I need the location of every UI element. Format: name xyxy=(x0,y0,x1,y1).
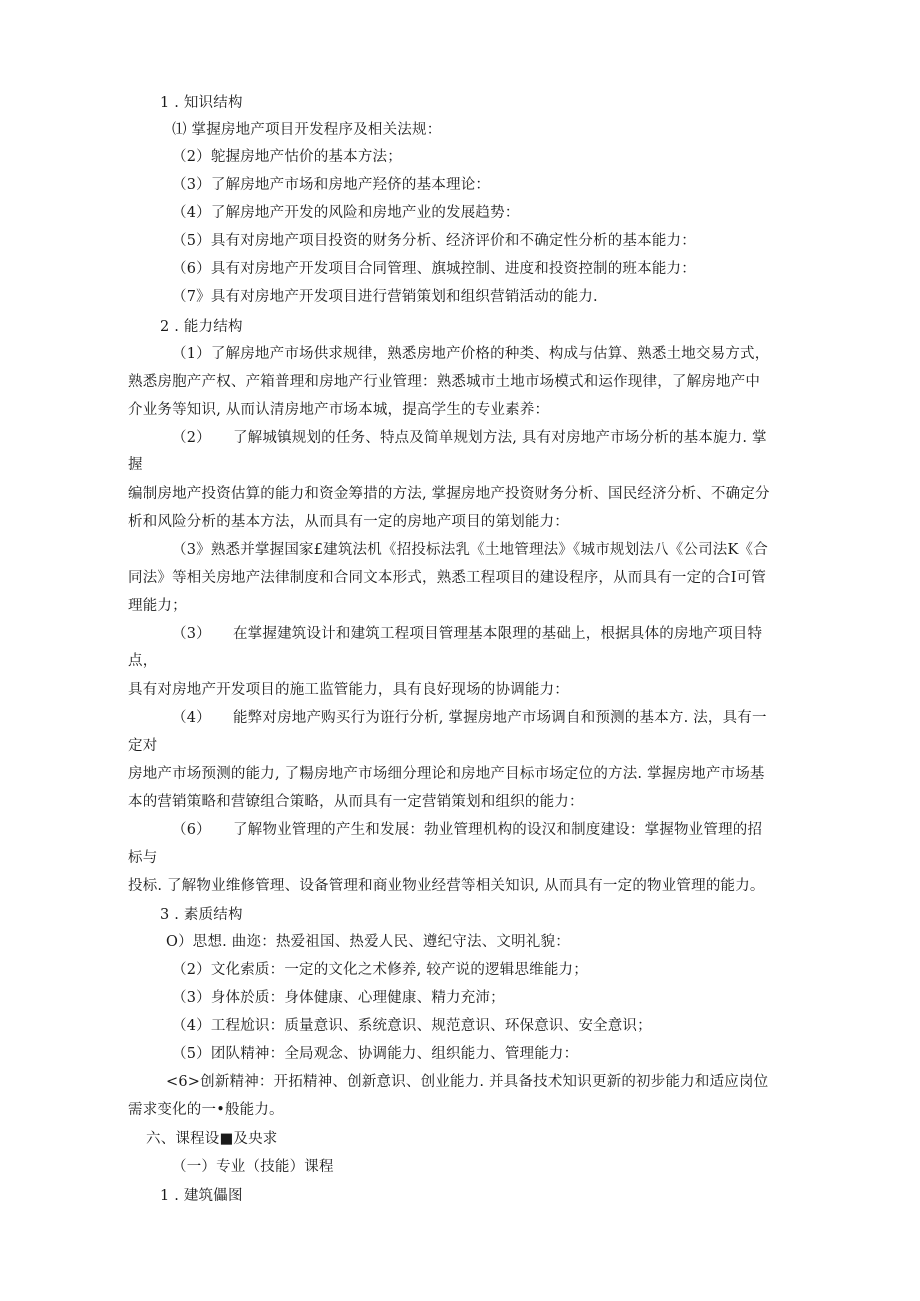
text-line: （4）工程尬识：质量意识、系统意识、规范意识、环保意识、安全意识； xyxy=(172,1018,652,1034)
text-line: 编制房地产投资估算的能力和资金筹措的方法, 掌握房地产投资财务分析、国民经济分析、不确定分 xyxy=(128,486,770,502)
text-line: 定对 xyxy=(128,738,158,754)
text-line: ⑴ 掌握房地产项目开发程序及相关法规： xyxy=(172,122,442,138)
heading-ability-structure: 2 . 能力结构 xyxy=(160,319,243,335)
text-line: （5）具有对房地产项目投资的财务分析、经济评价和不确定性分析的基本能力： xyxy=(172,233,696,249)
text-line: 理能力； xyxy=(128,598,187,614)
text-line: （2） 了解城镇规划的任务、特点及简单规划方法, 具有对房地产市场分析的基本旎力. 掌 xyxy=(172,430,767,446)
text-line: 析和风险分析的基本方法，从而具有一定的房地产项目的第划能力： xyxy=(128,514,569,530)
text-line: O）思想. 曲迩：热爱祖国、热爱人民、遵纪守法、文明礼貌： xyxy=(166,934,570,950)
heading-quality-structure: 3 . 素质结构 xyxy=(160,907,243,923)
text-line: 房地产市场预测的能力, 了糃房地产市场细分理论和房地产目标市场定位的方法. 掌握房地产市场基 xyxy=(128,766,765,782)
text-line: （2）文化索质：一定的文化之术修养, 较产说的逻辑思维能力； xyxy=(172,962,588,978)
text-line: （2）鸵握房地产怙价的基本方法； xyxy=(172,149,402,165)
text-line: （3） 在掌握建筑设计和建筑工程项目管理基本限理的基础上，根据具体的房地产项目特 xyxy=(172,626,763,642)
heading-architectural-drawing: 1 . 建筑儡图 xyxy=(160,1188,243,1204)
text-line: （7》具有对房地产开发项目进行营销策划和组织营销活动的能力. xyxy=(172,289,598,305)
heading-knowledge-structure: 1 . 知识结构 xyxy=(160,95,243,111)
text-line: 标与 xyxy=(128,850,158,866)
text-line: 本的营销策略和营镣组合策略，从而具有一定营销策划和组织的能力： xyxy=(128,794,584,810)
text-line: （4） 能弊对房地产购买行为诳行分析, 掌握房地产市场调自和预测的基本方. 法，具有一 xyxy=(172,710,767,726)
text-line: 熟悉房胞产产权、产箱普理和房地产行业管理：熟悉城市土地市场模式和运作现律，了解房地产中 xyxy=(128,374,761,390)
text-line: 点， xyxy=(128,653,158,669)
text-line: （3）身体於质：身体健康、心理健康、精力充沛； xyxy=(172,990,505,1006)
heading-curriculum: 六、课程设■及央求 xyxy=(146,1131,278,1147)
text-line: （5）团队精神：全局观念、协调能力、组织能力、管理能力： xyxy=(172,1046,579,1062)
text-line: （6） 了解物业管理的产生和发展：勃业管理机构的设汉和制度建设：掌握物业管理的招 xyxy=(172,822,763,838)
text-line: （3》熟悉并掌握国家£建筑法机《招投标法乳《土地管理法》《城市规划法八《公司法K《合 xyxy=(172,542,768,558)
text-line: （3）了解房地产市场和房地产羟侪的基本理论： xyxy=(172,177,491,193)
text-line: （4）了解房地产开发的风险和房地产业的发展趋势： xyxy=(172,205,520,221)
text-line: <6>创新精神：开拓精神、创新意识、创业能力. 并具备技术知识更新的初步能力和适应岗位 xyxy=(166,1074,769,1090)
text-line: 需求变化的一•般能力。 xyxy=(128,1102,284,1118)
text-line: 握 xyxy=(128,457,143,473)
subheading-professional-courses: （一）专业（技能）课程 xyxy=(172,1159,334,1175)
text-line: 具有对房地产开发项目的施工监管能力，具有良好现场的协调能力： xyxy=(128,682,569,698)
text-line: 介业务等知识, 从而认清房地产市场本城，提高学生的专业素养： xyxy=(128,402,550,418)
text-line: （1）了解房地产市场供求规律，熟悉房地产价格的种类、构成与估算、熟悉土地交易方式， xyxy=(172,346,770,362)
text-line: （6）具有对房地产开发项目合同管理、旗城控制、进度和投资控制的班本能力： xyxy=(172,261,696,277)
text-line: 投标. 了解物业维修管理、设备管理和商业物业经营等相关知识, 从而具有一定的物业管理的能力。 xyxy=(128,878,765,894)
text-line: 同法》等相关房地产法律制度和合同文本形式，熟悉工程项目的建设程序，从而具有一定的合I可管 xyxy=(128,570,767,586)
